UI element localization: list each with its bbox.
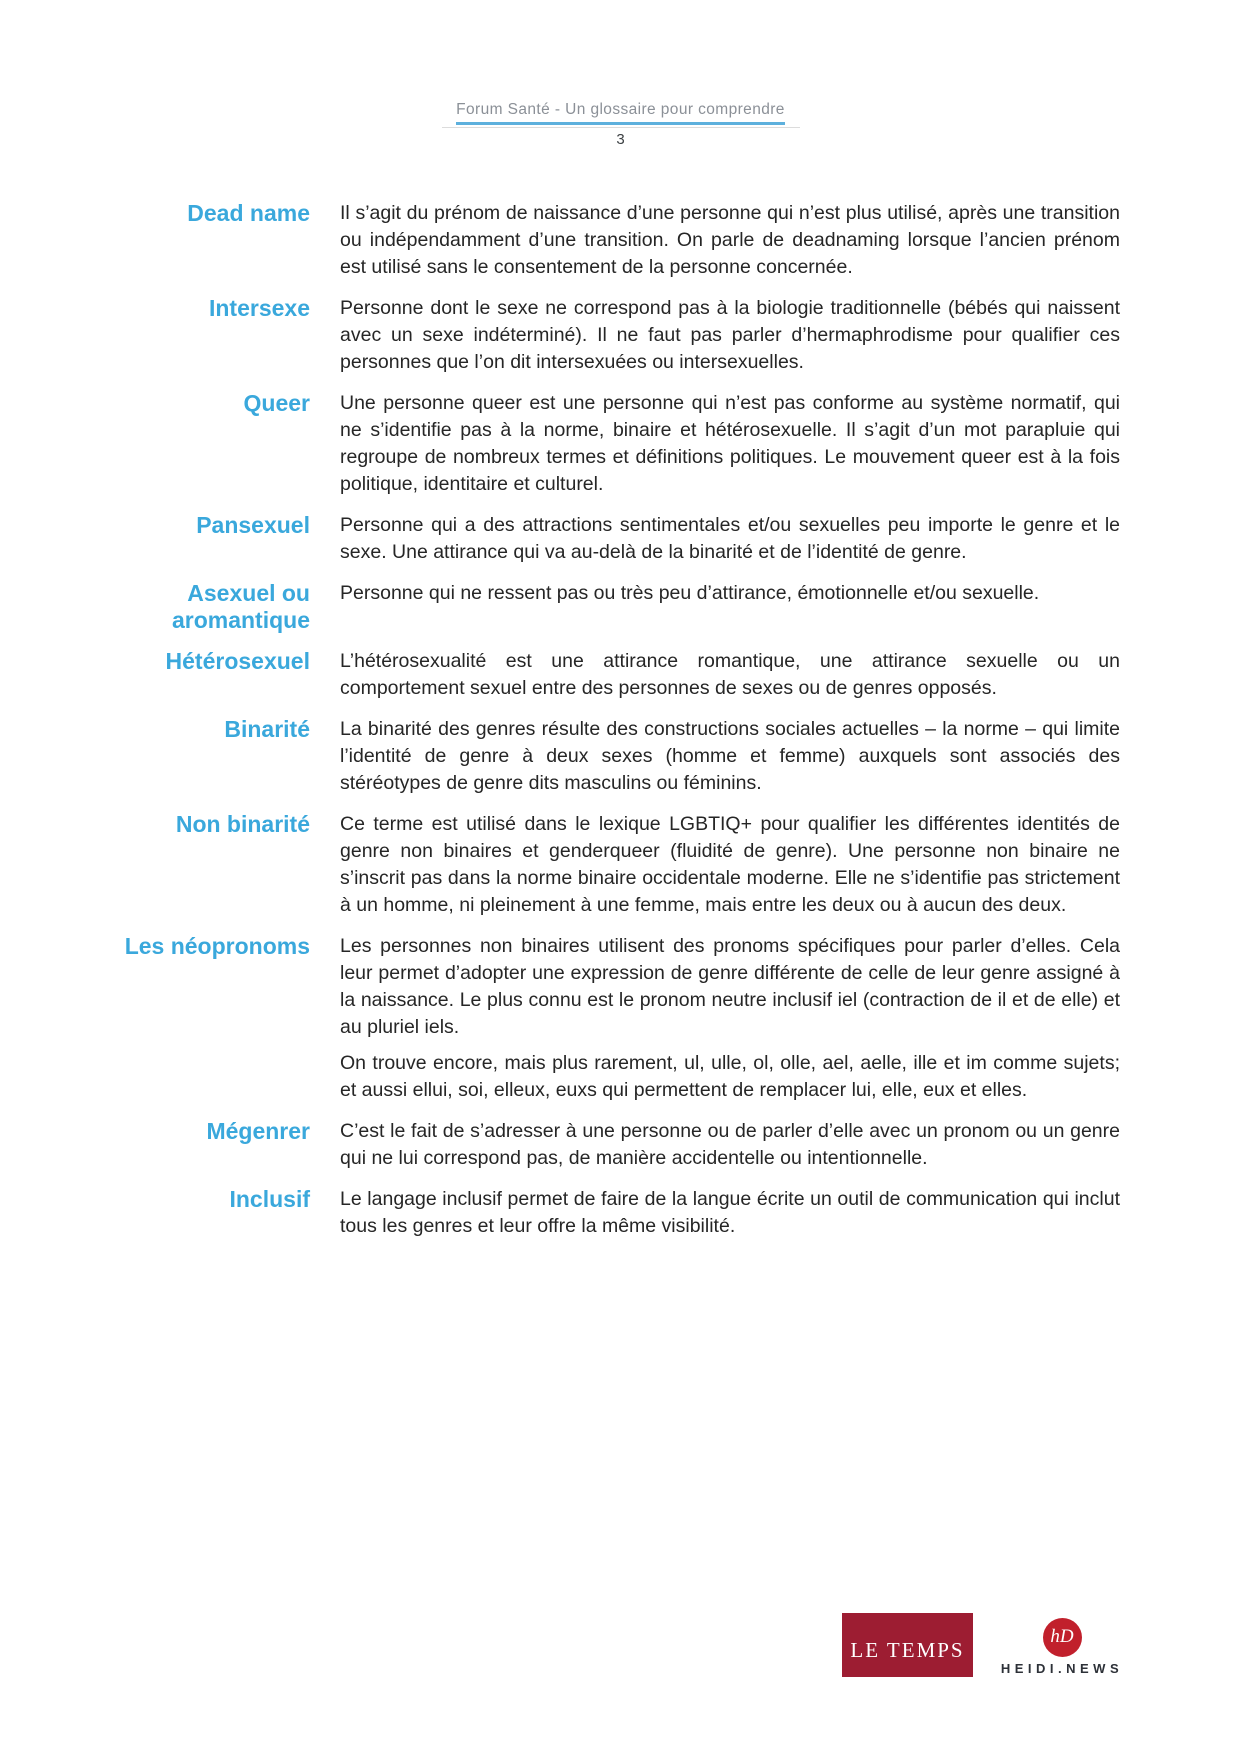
definition: [340, 512, 1120, 566]
glossary-entry: [120, 1118, 1241, 1172]
running-header: [0, 0, 1241, 148]
term-label: Binarité: [224, 716, 310, 742]
definition-paragraph: Le langage inclusif permet de faire de la langue écrite un outil de communication qui inclut tous les genres et leur offre la même visibilité.: [340, 1188, 1120, 1237]
glossary-entry: [120, 933, 1241, 1104]
definition-paragraph: Il s’agit du prénom de naissance d’une personne qui n’est plus utilisé, après une transition ou indépendamment d’une transition. On parle de deadnaming lorsque l’ancien prénom est utilisé sans le consentement de la personne concernée.: [340, 202, 1120, 278]
definition-paragraph: Une personne queer est une personne qui n’est pas conforme au système normatif, qui ne s’identifie pas à la norme, binaire et hétérosexuelle. Il s’agit d’un mot parapluie qui regroupe de nombreux termes et définitions politiques. Le mouvement queer est à la fois politique, identitaire et culturel.: [340, 392, 1120, 495]
term-label: Queer: [243, 390, 310, 416]
term-label: Pansexuel: [196, 512, 310, 538]
term-label: Dead name: [187, 200, 310, 226]
le-temps-wordmark: LE TEMPS: [850, 1637, 965, 1662]
definition-paragraph: Ce terme est utilisé dans le lexique LGBTIQ+ pour qualifier les différentes identités de genre non binaires et genderqueer (fluidité de genre). Une personne non binaire ne s’inscrit pas dans la norme binaire occidentale moderne. Elle ne s’identifie pas strictement à un homme, ni pleinement à une femme, mais entre les deux ou à aucun des deux.: [340, 813, 1120, 916]
definition: [340, 1118, 1120, 1172]
term-label: Intersexe: [208, 295, 310, 321]
term-label: Mégenrer: [206, 1118, 310, 1144]
definition-paragraph: Personne dont le sexe ne correspond pas à la biologie traditionnelle (bébés qui naissent avec un sexe indéterminé). Il ne faut pas parler d’hermaphrodisme pour qualifier ces personnes que l’on dit intersexuées ou intersexuelles.: [340, 297, 1120, 373]
glossary-entry: [120, 716, 1241, 797]
term-label: Inclusif: [229, 1186, 310, 1212]
glossary-entry: [120, 390, 1241, 498]
definition-paragraph: La binarité des genres résulte des constructions sociales actuelles – la norme – qui limite l’identité de genre à deux sexes (homme et femme) auxquels sont associés des stéréotypes de genre dits masculins ou féminins.: [340, 718, 1120, 794]
header-rule: [442, 127, 800, 128]
document-title: Forum Santé - Un glossaire pour comprendre: [456, 101, 785, 125]
definition-paragraph: Les personnes non binaires utilisent des pronoms spécifiques pour parler d’elles. Cela leur permet d’adopter une expression de genre différente de celle de leur genre assigné à la naissance. Le plus connu est le pronom neutre inclusif iel (contraction de il et de elle) et au pluriel iels.: [340, 935, 1120, 1038]
definition: [340, 933, 1120, 1104]
glossary-entry: [120, 580, 1241, 634]
heidi-news-wordmark: HEIDI.NEWS: [1000, 1661, 1124, 1676]
page-number: 3: [616, 131, 625, 148]
glossary-entry: [120, 1186, 1241, 1240]
definition: [340, 390, 1120, 498]
term-label: Asexuel ou aromantique: [171, 580, 310, 633]
definition-paragraph: On trouve encore, mais plus rarement, ul, ulle, ol, olle, ael, aelle, ille et im comme sujets; et aussi ellui, soi, elleux, euxs qui permettent de remplacer lui, elle, eux et elles.: [340, 1052, 1120, 1101]
term-label: Les néopronoms: [124, 933, 310, 959]
definition: [340, 580, 1120, 634]
definition: [340, 1186, 1120, 1240]
definition-paragraph: Personne qui ne ressent pas ou très peu d’attirance, émotionnelle et/ou sexuelle.: [340, 582, 1040, 604]
definition-paragraph: C’est le fait de s’adresser à une personne ou de parler d’elle avec un pronom ou un genre qui ne lui correspond pas, de manière accidentelle ou intentionnelle.: [340, 1120, 1120, 1169]
heidi-news-icon: [1043, 1618, 1082, 1657]
term-label: Hétérosexuel: [165, 648, 310, 674]
definition: [340, 716, 1120, 797]
glossary-entry: [120, 512, 1241, 566]
definition: [340, 811, 1120, 919]
term-label: Non binarité: [175, 811, 310, 837]
glossary-entry: [120, 648, 1241, 702]
definition: [340, 200, 1120, 281]
definition: [340, 648, 1120, 702]
glossary-entry: [120, 811, 1241, 919]
heidi-monogram: hD: [1050, 1626, 1074, 1647]
glossary-entry: [120, 295, 1241, 376]
definition-paragraph: L’hétérosexualité est une attirance romantique, une attirance sexuelle ou un comportement sexuel entre des personnes de sexes ou de genres opposés.: [340, 650, 1120, 699]
glossary-entry: [120, 200, 1241, 281]
definition-paragraph: Personne qui a des attractions sentimentales et/ou sexuelles peu importe le genre et le sexe. Une attirance qui va au-delà de la binarité et de l’identité de genre.: [340, 514, 1120, 563]
le-temps-logo: [842, 1613, 973, 1677]
glossary-list: [0, 200, 1241, 1240]
definition: [340, 295, 1120, 376]
heidi-news-logo: [992, 1618, 1132, 1676]
